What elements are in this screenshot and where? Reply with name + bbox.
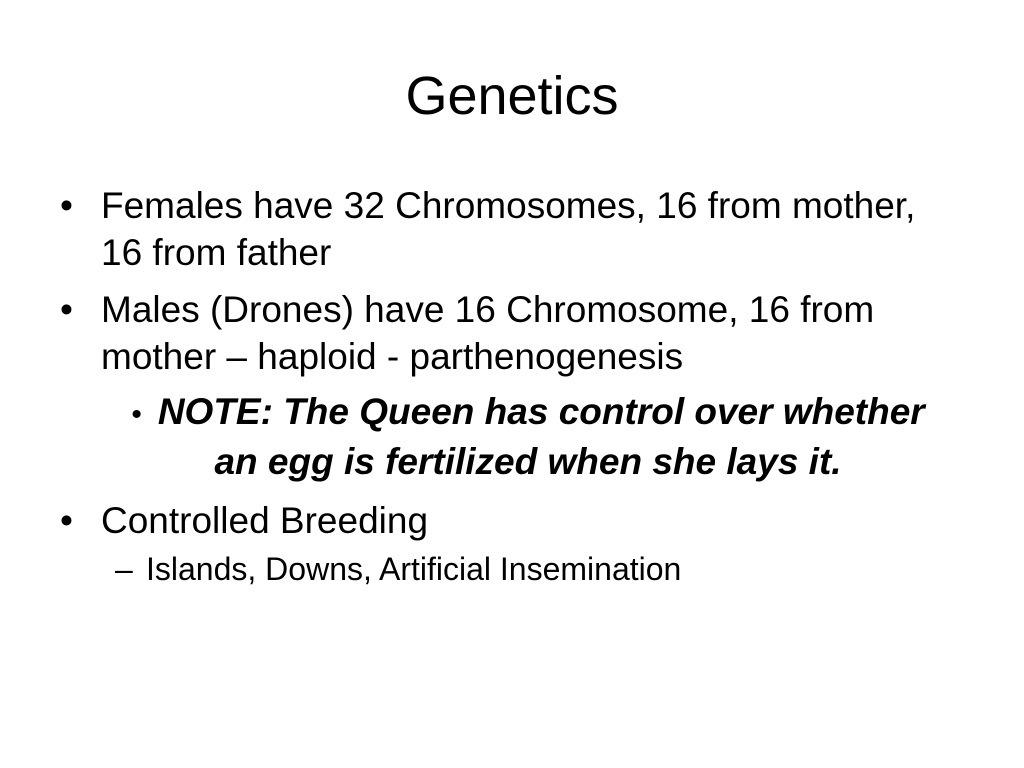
bullet-item-females [58,182,958,276]
dash-icon: – [115,551,133,587]
bullet-icon: • [131,398,142,431]
sub-item-breeding-methods [58,548,958,590]
slide-body [58,182,958,590]
bullet-icon: • [60,500,73,541]
bullet-item-males [58,286,958,380]
bullet-text: Males (Drones) have 16 Chromosome, 16 from mother – haploid - parthenogenesis [101,289,875,377]
slide-title: Genetics [405,66,619,126]
bullet-item-controlled-breeding [58,497,958,544]
bullet-text: Females have 32 Chromosomes, 16 from mother, 16 from father [101,185,916,273]
note-item [118,388,938,485]
bullet-icon: • [60,185,73,226]
bullet-text: Controlled Breeding [101,500,429,541]
note-text: NOTE: The Queen has control over whether an egg is fertilized when she lays it. [157,391,925,482]
sub-item-text: Islands, Downs, Artificial Insemination [146,551,682,587]
bullet-icon: • [60,289,73,330]
